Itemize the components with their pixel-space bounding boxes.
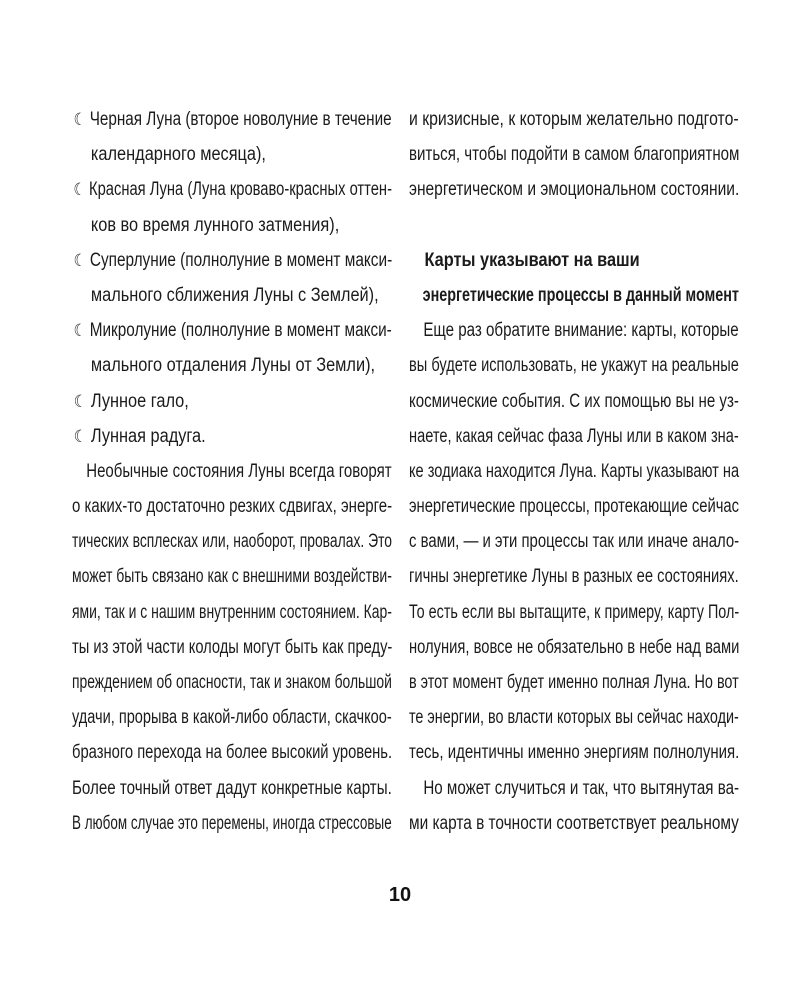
text-line: преждением об опасности, так и знаком большой bbox=[72, 672, 392, 693]
text-line: ми карта в точности соответствует реальному bbox=[409, 812, 739, 834]
list-item-line: мального сближения Луны с Землей), bbox=[90, 284, 379, 306]
text-line: нолуния, вовсе не обязательно в небе над вами bbox=[409, 636, 740, 658]
text-line: Но может случиться и так, что вытянутая ва- bbox=[423, 777, 740, 799]
text-line: ями, так и с нашим внутренним состоянием. Кар- bbox=[72, 601, 392, 623]
text-line: бразного перехода на более высокий уровень. bbox=[72, 742, 393, 764]
crescent-moon-icon: ☾ bbox=[73, 180, 86, 200]
text-line: ты из этой части колоды могут быть как преду- bbox=[72, 636, 393, 658]
list-item-line: ☾ Лунная радуга. bbox=[72, 419, 347, 454]
text-line: с вами, — и эти процессы так или иначе анало- bbox=[409, 531, 740, 553]
left-column bbox=[72, 102, 392, 841]
text-line: космические события. С их помощью вы не уз- bbox=[409, 390, 739, 412]
section-spacer bbox=[409, 208, 739, 243]
text-line: виться, чтобы подойти в самом благоприятном bbox=[409, 144, 740, 166]
text-line: о каких-то достаточно резких сдвигах, энерге- bbox=[72, 496, 393, 518]
list-item bbox=[72, 172, 392, 242]
text-line: Более точный ответ дадут конкретные карты. bbox=[72, 777, 392, 799]
text-line: в этот момент будет именно полная Луна. Но вот bbox=[409, 672, 739, 693]
list-item bbox=[72, 419, 392, 454]
section-heading bbox=[409, 243, 739, 313]
text-line: тических всплесках или, наоборот, провалах. Это bbox=[72, 531, 393, 553]
text-line: В любом случае это перемены, иногда стрессовые bbox=[72, 812, 392, 834]
list-item bbox=[72, 243, 392, 313]
text-line: те энергии, во власти которых вы сейчас находи- bbox=[409, 707, 739, 729]
text-line: гичны энергетике Луны в разных ее состояниях. bbox=[409, 566, 739, 588]
list-item-line: ков во время лунного затмения), bbox=[90, 214, 340, 236]
list-item-line: календарного месяца), bbox=[90, 144, 266, 166]
right-column bbox=[409, 102, 739, 841]
text-line: энергетическом и эмоциональном состоянии. bbox=[409, 179, 740, 201]
text-line: То есть если вы вытащите, к примеру, карту Пол- bbox=[409, 601, 740, 623]
crescent-moon-icon: ☾ bbox=[73, 426, 87, 446]
list-item bbox=[72, 313, 392, 383]
page-number: 10 bbox=[388, 884, 412, 906]
list-item-line: мального отдаления Луны от Земли), bbox=[90, 355, 376, 377]
text-line: тесь, идентичны именно энергиям полнолуния. bbox=[409, 742, 740, 764]
list-item-line: ☾ Суперлуние (полнолуние в момент макси- bbox=[72, 243, 331, 278]
text-line: вы будете использовать, не укажут на реальные bbox=[409, 355, 739, 377]
list-item-line: ☾ Лунное гало, bbox=[72, 384, 347, 419]
text-line: наете, какая сейчас фаза Луны или в каком зна- bbox=[409, 425, 739, 447]
paragraph-continuation bbox=[409, 102, 739, 208]
list-item-line: ☾ Красная Луна (Луна кроваво-красных оттен- bbox=[72, 172, 320, 207]
list-item bbox=[72, 102, 392, 172]
text-line: Еще раз обратите внимание: карты, которые bbox=[423, 320, 739, 342]
paragraph-unusual-states bbox=[72, 454, 392, 841]
paragraph-may-happen bbox=[409, 771, 739, 841]
list-item-line: ☾ Черная Луна (второе новолуние в течение bbox=[72, 102, 329, 137]
crescent-moon-icon: ☾ bbox=[73, 391, 87, 411]
paragraph-cards-explanation bbox=[409, 313, 739, 770]
text-line: энергетические процессы, протекающие сейчас bbox=[409, 496, 740, 518]
list-item bbox=[72, 384, 392, 419]
crescent-moon-icon: ☾ bbox=[73, 250, 86, 270]
text-line: и кризисные, к которым желательно подгото- bbox=[409, 109, 739, 130]
text-line: Необычные состояния Луны всегда говорят bbox=[86, 460, 392, 482]
text-line: ке зодиака находится Луна. Карты указывают на bbox=[409, 460, 740, 482]
crescent-moon-icon: ☾ bbox=[73, 110, 86, 129]
heading-line: Карты указывают на ваши bbox=[424, 249, 640, 271]
text-line: удачи, прорыва в какой-либо области, скачкоо- bbox=[72, 707, 392, 729]
list-item-line: ☾ Микролуние (полнолуние в момент макси- bbox=[72, 313, 330, 348]
moon-list bbox=[72, 102, 392, 454]
heading-line: энергетические процессы в данный момент bbox=[422, 284, 739, 306]
crescent-moon-icon: ☾ bbox=[73, 321, 86, 341]
text-line: может быть связано как с внешними воздействи- bbox=[72, 566, 392, 588]
